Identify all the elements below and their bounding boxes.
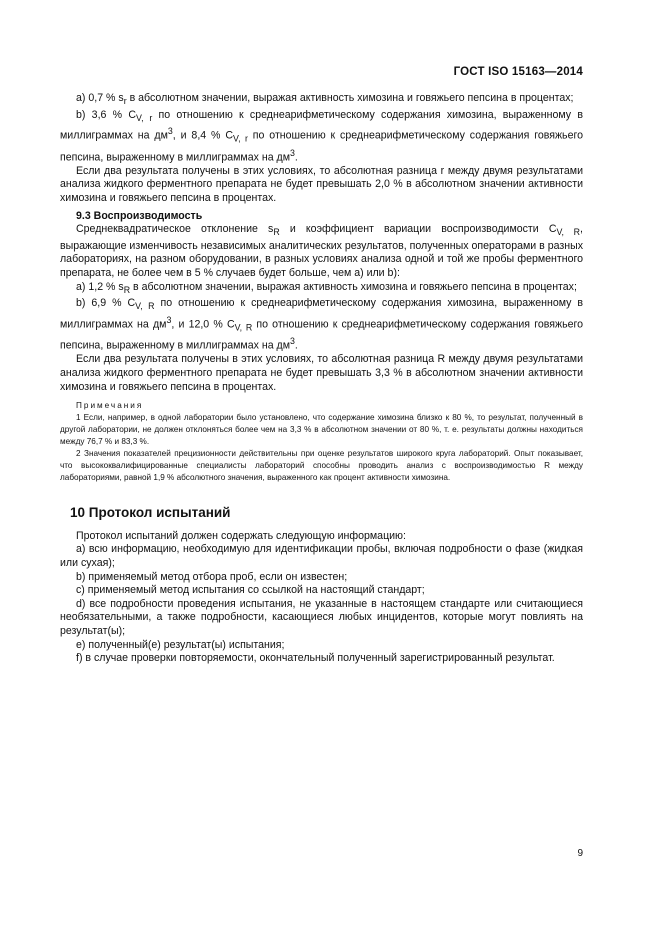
reproducibility-intro: Среднеквадратическое отклонение $s_R$ и коэффициент вариации воспроизводимости $C_{V, R}$, выражающие изменчивость независимых аналитических результатов, полученных операторами в разных лабораториях, на разном оборудовании, в разных условиях анализа одной и той же пробы ферментного препарата, не более чем в 5 % случаев будет больше, чем a) или b): bbox=[60, 223, 583, 280]
section-10-heading: 10 Протокол испытаний bbox=[70, 505, 231, 521]
list-item: c) применяемый метод испытания со ссылкой на настоящий стандарт; bbox=[76, 584, 425, 597]
list-item: e) полученный(е) результат(ы) испытания; bbox=[76, 638, 285, 651]
section-10-intro: Протокол испытаний должен содержать следующую информацию: bbox=[76, 529, 406, 542]
list-item-a: a) 0,7 % $s_r$ в абсолютном значении, выражая активность химозина и говяжьего пепсина в процентах; bbox=[76, 92, 574, 107]
notes-label: Примечания bbox=[76, 401, 144, 411]
section-9-3-heading: 9.3 Воспроизводимость bbox=[76, 209, 203, 222]
list-item: f) в случае проверки повторяемости, окончательный полученный зарегистрированный результат. bbox=[76, 652, 555, 665]
list-item-b: b) 3,6 % $C_{V, r}$ по отношению к среднеарифметическому содержания химозина, выраженному в миллиграммах на $дм^3$, и 8,4 % $C_{V, r}$ по отношению к среднеарифметическому содержания говяжьего пепсина, выраженному в миллиграммах на $дм^3$. bbox=[60, 108, 583, 164]
repeatability-paragraph: Если два результата получены в этих условиях, то абсолютная разница r между двумя результатами анализа жидкого ферментного препарата не будет превышать 2,0 % в абсолютном значении активности химозина и говяжьего пепсина в процентах. bbox=[60, 164, 583, 204]
list-item-b: b) 6,9 % $C_{V, R}$ по отношению к среднеарифметическому содержания химозина, выраженному в миллиграммах на $дм^3$, и 12,0 % $C_{V, R}$ по отношению к среднеарифметическому содержания говяжьего пепсина, выраженному в миллиграммах на $дм^3$. bbox=[60, 297, 584, 352]
list-item: d) все подробности проведения испытания, не указанные в настоящем стандарте или считающиеся необязательными, а также подробности, касающиеся любых инцидентов, которые могут повлиять на результат(ы); bbox=[60, 597, 583, 637]
reproducibility-paragraph: Если два результата получены в этих условиях, то абсолютная разница R между двумя результатами анализа жидкого ферментного препарата не будет превышать 3,3 % в абсолютном значении активности химозина и говяжьего пепсина в процентах. bbox=[60, 353, 583, 393]
note-1: 1 Если, например, в одной лаборатории было установлено, что содержание химозина близко к 80 %, то результат, полученный в другой лаборатории, не должен отклоняться более чем на 3,3 % в абсолютном значении от 80 %, т. е. результаты должны находиться между 76,7 % и 83,3 %. bbox=[60, 413, 583, 447]
document-header: ГОСТ ISO 15163—2014 bbox=[453, 66, 583, 78]
notes-block bbox=[60, 400, 583, 484]
list-item-a: a) 1,2 % $s_R$ в абсолютном значении, выражая активность химозина и говяжьего пепсина в процентах; bbox=[76, 280, 577, 295]
note-2: 2 Значения показателей прецизионности действительны при оценке результатов широкого круга лабораторий. Опыт показывает, что высококвалифицированные специалисты лабораторий способны проводить анализ с воспроизводимостью R между лабораториями, равной 1,9 % абсолютного значения, выраженного как процент активности химозина. bbox=[60, 449, 583, 483]
page-number: 9 bbox=[577, 848, 583, 859]
document-body bbox=[60, 92, 583, 666]
list-item: b) применяемый метод отбора проб, если он известен; bbox=[76, 570, 348, 583]
list-item: a) всю информацию, необходимую для идентификации пробы, включая подробности о фазе (жидкая или сухая); bbox=[60, 543, 583, 569]
